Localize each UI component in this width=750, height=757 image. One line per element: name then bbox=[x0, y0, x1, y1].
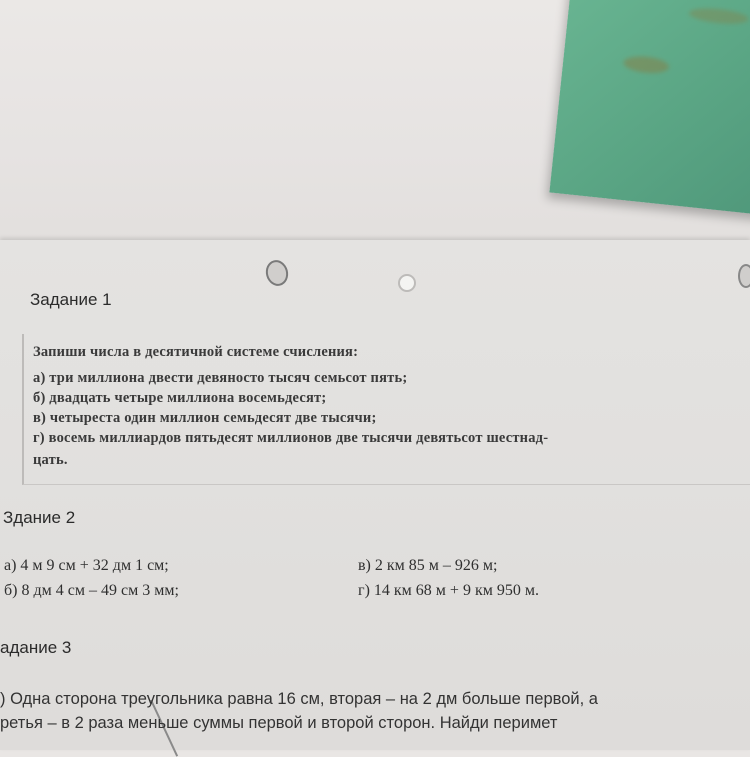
task-2-item: а) 4 м 9 см + 32 дм 1 см; bbox=[4, 557, 169, 574]
task-1-intro: Запиши числа в десятичной системе счисления: bbox=[33, 344, 359, 360]
task-1-item: цать. bbox=[33, 452, 68, 468]
stain bbox=[623, 54, 670, 75]
task-1-item: б) двадцать четыре миллиона восемьдесят; bbox=[33, 390, 327, 406]
task-2-title: Здание 2 bbox=[3, 508, 76, 527]
task-1-item: а) три миллиона двести девяносто тысяч семьсот пять; bbox=[33, 370, 408, 386]
task-1-title: Задание 1 bbox=[30, 290, 112, 309]
task-2-item: б) 8 дм 4 см – 49 см 3 мм; bbox=[4, 582, 179, 599]
task-1-item: в) четыреста один миллион семьдесят две тысячи; bbox=[33, 410, 377, 426]
task-3-line: ) Одна сторона треугольника равна 16 см, вторая – на 2 дм больше первой, а bbox=[0, 690, 598, 708]
task-1-item: г) восемь миллиардов пятьдесят миллионов две тысячи девятьсот шестнад- bbox=[33, 430, 549, 446]
task-3-title: адание 3 bbox=[0, 638, 72, 657]
task-2-item: г) 14 км 68 м + 9 км 950 м. bbox=[358, 582, 539, 599]
green-card bbox=[549, 0, 750, 216]
binder-hole bbox=[398, 274, 416, 292]
task-2-item: в) 2 км 85 м – 926 м; bbox=[358, 557, 498, 574]
binder-hole bbox=[263, 258, 291, 289]
stain bbox=[688, 6, 749, 26]
worksheet-paper bbox=[0, 240, 750, 750]
task-3-line: ретья – в 2 раза меньше суммы первой и второй сторон. Найди перимет bbox=[0, 714, 558, 732]
binder-hole bbox=[738, 264, 750, 288]
